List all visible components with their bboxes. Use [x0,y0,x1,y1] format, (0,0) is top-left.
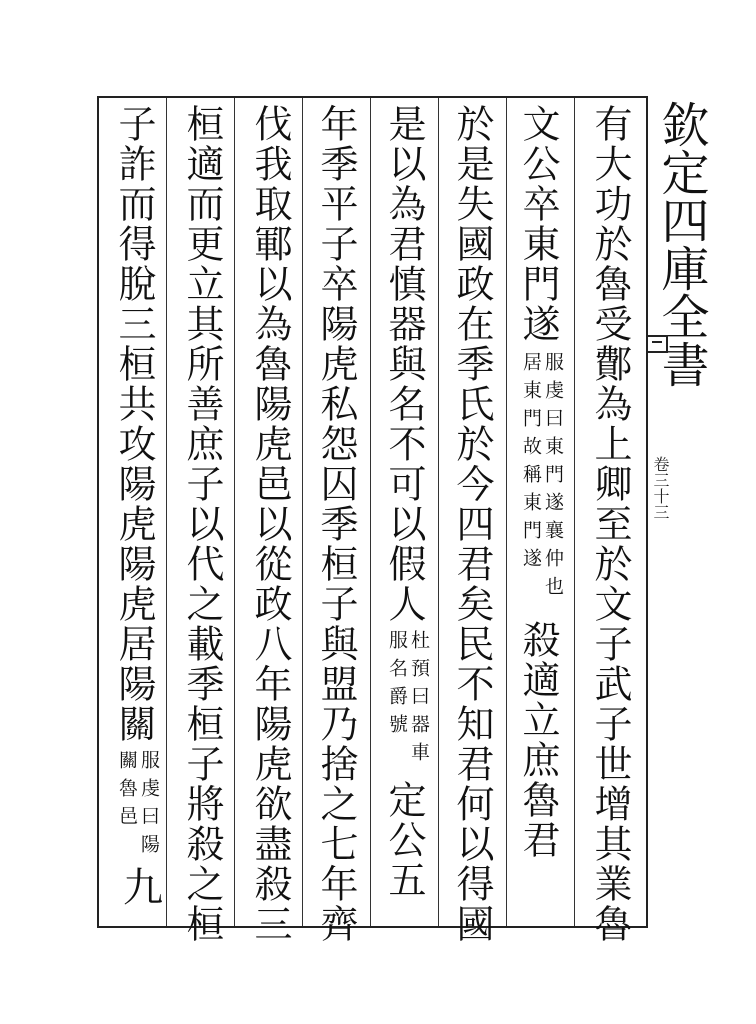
note-line: 服虔曰東門遂襄仲也 [542,352,564,604]
column-rule [166,98,167,926]
column-rule [234,98,235,926]
column-rule [438,98,439,926]
text-column-2 [512,104,564,860]
text-column-5 [310,104,362,944]
main-text: 於是失國政在季氏於今四君矣民不知君何以得國 [450,104,494,944]
commentary-note [386,630,430,780]
commentary-note [116,750,160,860]
page-number: 九 [123,865,163,911]
text-column-8 [108,104,160,860]
commentary-note [520,352,564,620]
column-rule [574,98,575,926]
main-text: 年季平子卒陽虎私怨囚季桓子與盟乃捨之七年齊 [314,104,358,944]
note-line: 居東門故稱東門遂 [520,352,542,576]
main-text: 桓適而更立其所善庶子以代之載季桓子將殺之桓 [180,104,224,944]
column-rule [302,98,303,926]
note-line: 服虔曰陽 [138,750,160,862]
main-text: 是以為君慎器與名不可以假人 [382,104,426,624]
main-text: 有大功於魯受鄪為上卿至於文子武子世增其業魯 [588,104,632,944]
text-column-3 [446,104,498,944]
note-line: 服名爵號 [386,630,408,742]
main-text: 文公卒東門遂 [516,104,560,344]
main-text: 殺適立庶魯君 [516,620,560,860]
text-column-6 [244,104,296,944]
main-text: 子詐而得脫三桓共攻陽虎陽虎居陽關 [112,104,156,744]
main-text: 伐我取鄆以為魯陽虎邑以從政八年陽虎欲盡殺三 [248,104,292,944]
note-line: 關魯邑 [116,750,138,834]
text-column-4 [378,104,430,900]
note-line: 杜預曰器車 [408,630,430,770]
column-rule [370,98,371,926]
main-text: 定公五 [382,780,426,900]
fishtail-mark [646,335,668,353]
text-column-7 [176,104,228,944]
text-column-1 [584,104,636,944]
book-title: 欽定四庫全書 [653,100,709,388]
volume-label: 卷三十三 [651,456,670,520]
column-rule [506,98,507,926]
